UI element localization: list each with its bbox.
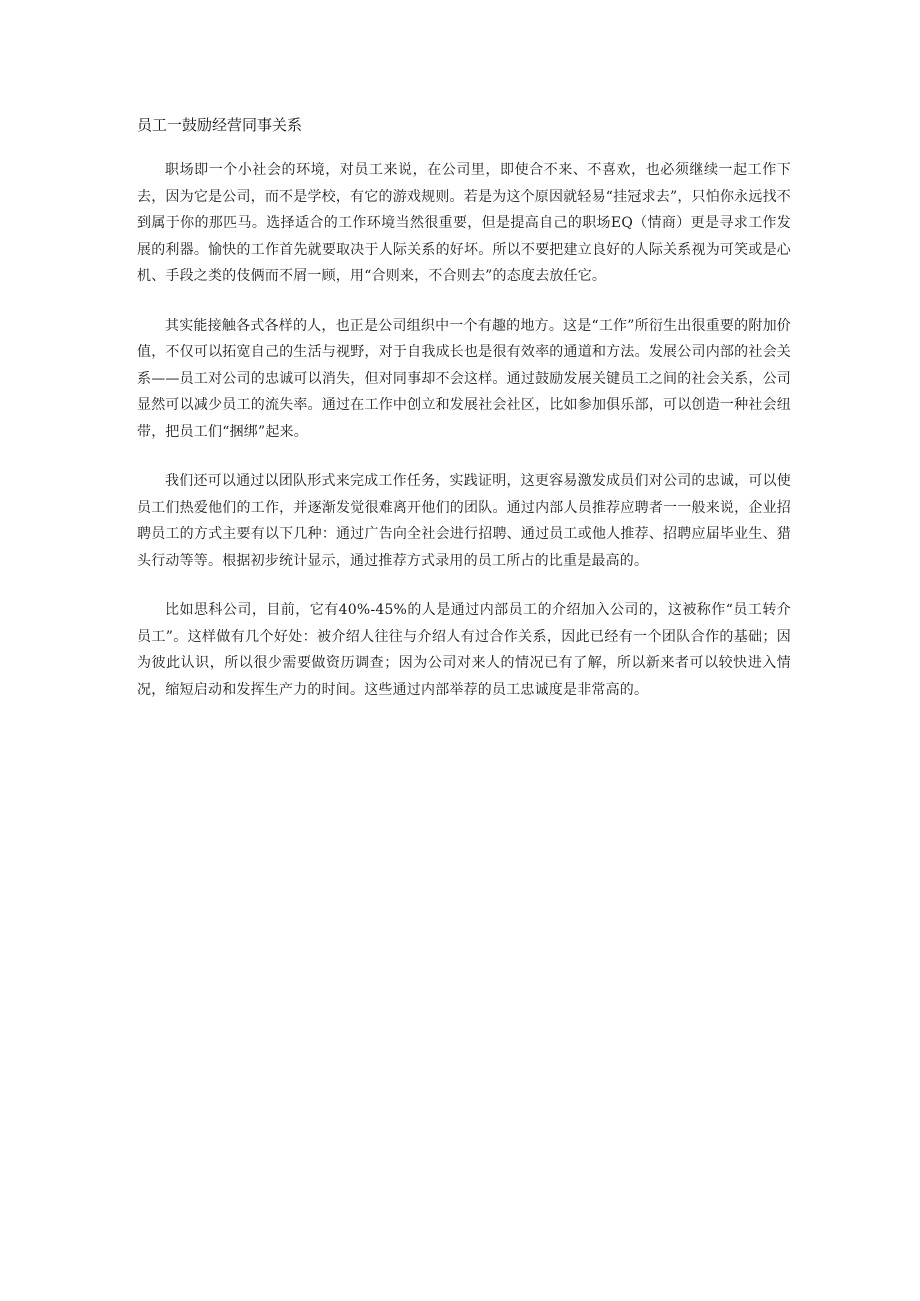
paragraph-3: 我们还可以通过以团队形式来完成工作任务，实践证明，这更容易激发成员们对公司的忠诚，可以使员工们热爱他们的工作，并逐渐发觉很难离开他们的团队。通过内部人员推荐应聘者一一般来说，企业招聘员工的方式主要有以下几种：通过广告向全社会进行招聘、通过员工或他人推荐、招聘应届毕业生、猎头行动等等。根据初步统计显示，通过推荐方式录用的员工所占的比重是最高的。 (137, 473, 791, 569)
document-title: 员工一鼓励经营同事关系 (137, 116, 303, 134)
paragraph-2: 其实能接触各式各样的人，也正是公司组织中一个有趣的地方。这是“工作”所衍生出很重要的附加价值，不仅可以拓宽自己的生活与视野，对于自我成长也是很有效率的通道和方法。发展公司内部的社会关系——员工对公司的忠诚可以消失，但对同事却不会这样。通过鼓励发展关键员工之间的社会关系，公司显然可以减少员工的流失率。通过在工作中创立和发展社会社区，比如参加俱乐部，可以创造一种社会纽带，把员工们“捆绑”起来。 (137, 317, 791, 440)
paragraph-1: 职场即一个小社会的环境，对员工来说，在公司里，即使合不来、不喜欢，也必须继续一起工作下去，因为它是公司，而不是学校，有它的游戏规则。若是为这个原因就轻易“挂冠求去”，只怕你永远找不到属于你的那匹马。选择适合的工作环境当然很重要，但是提高自己的职场EQ（情商）更是寻求工作发展的利器。愉快的工作首先就要取决于人际关系的好坏。所以不要把建立良好的人际关系视为可笑或是心机、手段之类的伎俩而不屑一顾，用“合则来，不合则去”的态度去放任它。 (137, 162, 791, 284)
document-body (137, 113, 791, 726)
paragraph-4: 比如思科公司，目前，它有40%-45%的人是通过内部员工的介绍加入公司的，这被称作“员工转介员工”。这样做有几个好处：被介绍人往往与介绍人有过合作关系，因此已经有一个团队合作的基础；因为彼此认识，所以很少需要做资历调查；因为公司对来人的情况已有了解，所以新来者可以较快进入情况，缩短启动和发挥生产力的时间。这些通过内部举荐的员工忠诚度是非常高的。 (137, 602, 791, 698)
